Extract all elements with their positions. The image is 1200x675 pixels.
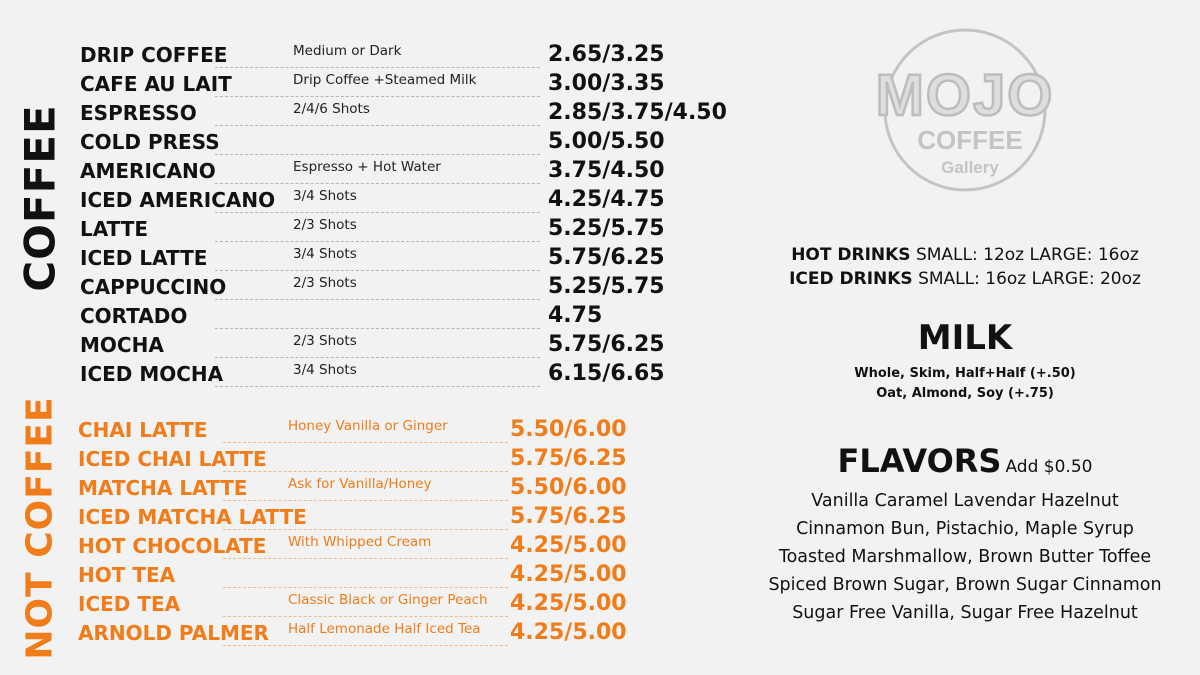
milk-line-2: Oat, Almond, Soy (+.75)	[876, 386, 1054, 401]
leader-line	[223, 645, 508, 646]
leader-line	[215, 67, 540, 68]
item-name: AMERICANO	[80, 159, 216, 183]
item-name: ICED MATCHA LATTE	[78, 505, 307, 529]
coffee-section-title: COFFEE	[15, 104, 65, 292]
leader-line	[215, 270, 540, 271]
menu-item	[78, 618, 627, 647]
item-name: ARNOLD PALMER	[78, 621, 269, 645]
menu-item	[78, 444, 627, 473]
flavor-line: Vanilla Caramel Lavendar Hazelnut	[811, 491, 1119, 511]
item-description: 3/4 Shots	[293, 246, 357, 262]
leader-line	[223, 500, 508, 501]
item-price: 3.75/4.50	[548, 158, 665, 183]
menu-item	[78, 589, 627, 618]
item-description: 3/4 Shots	[293, 362, 357, 378]
item-description: Drip Coffee +Steamed Milk	[293, 72, 477, 88]
item-description: 2/3 Shots	[293, 275, 357, 291]
menu-item	[78, 502, 627, 531]
menu-item	[78, 473, 627, 502]
item-price: 5.75/6.25	[548, 332, 665, 357]
item-name: MOCHA	[80, 333, 164, 357]
item-name: ICED AMERICANO	[80, 188, 276, 212]
item-name: ICED TEA	[78, 592, 181, 616]
logo-gallery-text: Gallery	[941, 158, 999, 177]
item-name: CORTADO	[80, 304, 188, 328]
leader-line	[223, 587, 508, 588]
item-description: Medium or Dark	[293, 43, 402, 59]
not-coffee-section-title: NOT COFFEE	[19, 396, 61, 660]
flavors-list	[720, 487, 1200, 627]
item-price: 5.50/6.00	[510, 475, 627, 500]
menu-item	[80, 359, 665, 388]
iced-drinks-label: ICED DRINKS	[789, 269, 913, 289]
flavors-header	[730, 442, 1200, 480]
menu-item	[80, 69, 665, 98]
leader-line	[223, 442, 508, 443]
item-description: With Whipped Cream	[288, 534, 432, 550]
item-name: CAFE AU LAIT	[80, 72, 232, 96]
item-price: 5.75/6.25	[510, 446, 627, 471]
menu-item	[80, 98, 727, 127]
item-description: 2/3 Shots	[293, 217, 357, 233]
menu-item	[80, 330, 665, 359]
flavors-add-price: Add $0.50	[1005, 457, 1093, 477]
iced-drinks-sizes: SMALL: 16oz LARGE: 20oz	[918, 269, 1141, 289]
item-description: 2/3 Shots	[293, 333, 357, 349]
item-description: Half Lemonade Half Iced Tea	[288, 621, 481, 637]
item-description: 3/4 Shots	[293, 188, 357, 204]
item-name: MATCHA LATTE	[78, 476, 248, 500]
item-name: COLD PRESS	[80, 130, 220, 154]
menu-item	[80, 40, 665, 69]
item-price: 4.25/5.00	[510, 533, 627, 558]
item-price: 4.25/5.00	[510, 591, 627, 616]
hot-drinks-label: HOT DRINKS	[791, 245, 911, 265]
menu-item	[80, 127, 665, 156]
milk-line-1: Whole, Skim, Half+Half (+.50)	[854, 366, 1076, 381]
item-price: 5.00/5.50	[548, 129, 665, 154]
milk-title: MILK	[917, 318, 1013, 358]
menu-item	[78, 560, 627, 589]
leader-line	[215, 212, 540, 213]
item-description: 2/4/6 Shots	[293, 101, 370, 117]
flavor-line: Toasted Marshmallow, Brown Butter Toffee	[778, 547, 1152, 567]
item-price: 3.00/3.35	[548, 71, 665, 96]
menu-item	[80, 214, 665, 243]
logo-mojo-text: MOJO	[875, 63, 1055, 128]
item-name: LATTE	[80, 217, 149, 241]
item-price: 6.15/6.65	[548, 361, 665, 386]
menu-item	[80, 243, 665, 272]
menu-item	[80, 301, 603, 330]
mojo-coffee-gallery-logo	[860, 25, 1070, 195]
menu-item	[80, 272, 665, 301]
menu-item	[78, 415, 627, 444]
leader-line	[215, 241, 540, 242]
item-price: 4.25/5.00	[510, 562, 627, 587]
menu-item	[80, 185, 665, 214]
iced-drinks-size-line	[750, 267, 1180, 291]
leader-line	[215, 96, 540, 97]
flavor-line: Spiced Brown Sugar, Brown Sugar Cinnamon	[768, 575, 1162, 595]
item-name: HOT CHOCOLATE	[78, 534, 267, 558]
item-name: ICED MOCHA	[80, 362, 224, 386]
menu-item	[78, 531, 627, 560]
leader-line	[223, 558, 508, 559]
item-price: 2.65/3.25	[548, 42, 665, 67]
leader-line	[215, 357, 540, 358]
leader-line	[215, 299, 540, 300]
item-description: Honey Vanilla or Ginger	[288, 418, 448, 434]
menu-item	[80, 156, 665, 185]
item-price: 5.50/6.00	[510, 417, 627, 442]
leader-line	[215, 125, 540, 126]
item-price: 4.25/5.00	[510, 620, 627, 645]
drink-sizes	[750, 243, 1180, 291]
leader-line	[215, 154, 540, 155]
item-description: Ask for Vanilla/Honey	[288, 476, 432, 492]
item-description: Classic Black or Ginger Peach	[288, 592, 488, 608]
item-price: 2.85/3.75/4.50	[548, 100, 727, 125]
item-name: HOT TEA	[78, 563, 176, 587]
flavor-line: Sugar Free Vanilla, Sugar Free Hazelnut	[792, 603, 1138, 623]
flavors-title: FLAVORS	[837, 442, 1002, 480]
leader-line	[223, 529, 508, 530]
item-price: 4.25/4.75	[548, 187, 665, 212]
item-description: Espresso + Hot Water	[293, 159, 441, 175]
item-name: CAPPUCCINO	[80, 275, 227, 299]
item-price: 5.75/6.25	[548, 245, 665, 270]
item-name: ICED CHAI LATTE	[78, 447, 267, 471]
item-name: CHAI LATTE	[78, 418, 208, 442]
leader-line	[215, 328, 540, 329]
item-price: 5.25/5.75	[548, 274, 665, 299]
item-price: 4.75	[548, 303, 603, 328]
hot-drinks-sizes: SMALL: 12oz LARGE: 16oz	[915, 245, 1139, 265]
item-price: 5.75/6.25	[510, 504, 627, 529]
leader-line	[215, 183, 540, 184]
logo-coffee-text: COFFEE	[917, 125, 1023, 155]
item-name: DRIP COFFEE	[80, 43, 228, 67]
leader-line	[223, 616, 508, 617]
leader-line	[223, 471, 508, 472]
item-price: 5.25/5.75	[548, 216, 665, 241]
item-name: ICED LATTE	[80, 246, 208, 270]
milk-options	[750, 364, 1180, 404]
flavor-line: Cinnamon Bun, Pistachio, Maple Syrup	[796, 519, 1134, 539]
leader-line	[215, 386, 540, 387]
item-name: ESPRESSO	[80, 101, 197, 125]
hot-drinks-size-line	[750, 243, 1180, 267]
